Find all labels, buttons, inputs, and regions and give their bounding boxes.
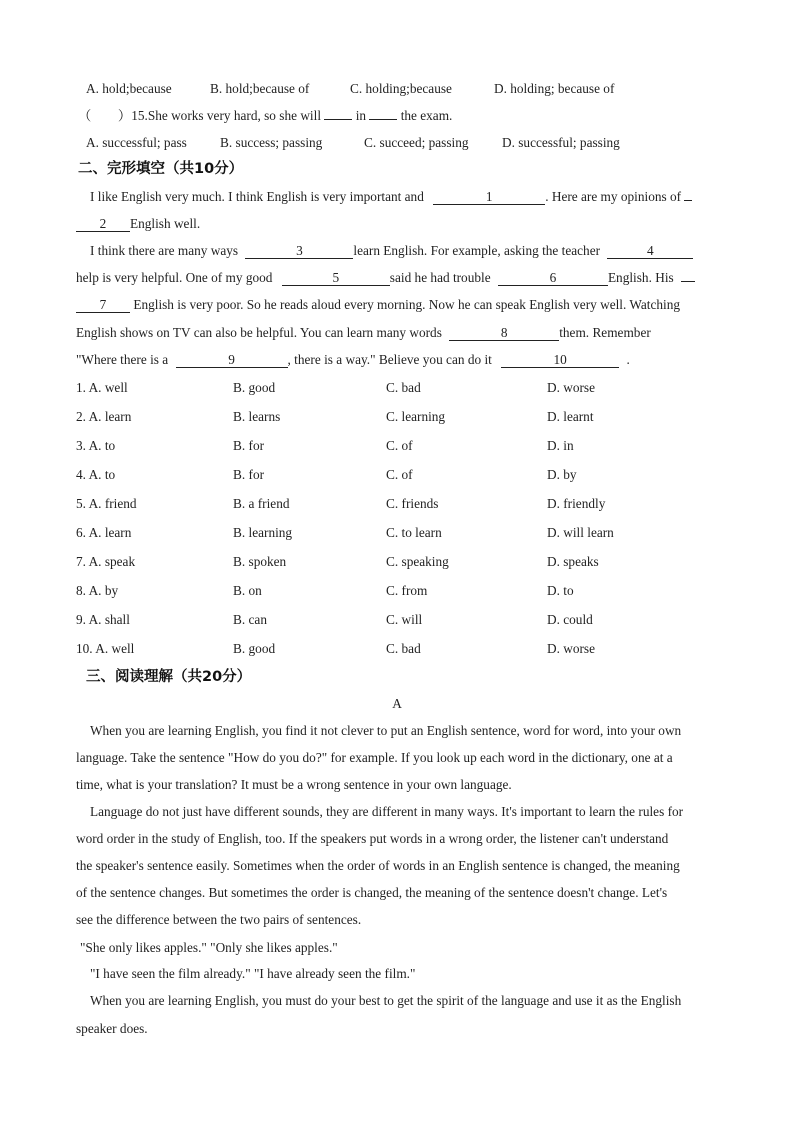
cloze-option: B. a friend bbox=[233, 496, 290, 511]
passage-text: . bbox=[626, 352, 630, 367]
cloze-option: C. bad bbox=[386, 380, 421, 395]
passage-text: help is very helpful. One of my good bbox=[76, 270, 273, 285]
cloze-option: C. learning bbox=[386, 409, 446, 424]
passage-text: I think there are many ways bbox=[90, 243, 239, 258]
q14-option-a: A. hold;because bbox=[86, 81, 172, 96]
cloze-option: D. to bbox=[547, 583, 574, 598]
cloze-option: C. of bbox=[386, 467, 413, 482]
question-number: 15. bbox=[131, 108, 148, 123]
cloze-option: D. worse bbox=[547, 380, 596, 395]
cloze-line bbox=[90, 243, 693, 259]
passage-line: "I have seen the film already." "I have already seen the film." bbox=[90, 966, 416, 981]
answer-blank[interactable] bbox=[324, 119, 352, 120]
cloze-blank[interactable]: 7 bbox=[76, 298, 130, 313]
cloze-option: 4. A. to bbox=[76, 467, 116, 482]
cloze-blank[interactable]: 8 bbox=[449, 326, 559, 341]
passage-line: see the difference between the two pairs of sentences. bbox=[76, 912, 362, 927]
answer-paren: （ ） bbox=[78, 108, 132, 123]
q14-option-c: C. holding;because bbox=[350, 81, 452, 96]
cloze-option: D. could bbox=[547, 612, 593, 627]
cloze-line bbox=[76, 216, 200, 232]
cloze-option: C. to learn bbox=[386, 525, 442, 540]
cloze-option: D. in bbox=[547, 438, 574, 453]
cloze-blank[interactable]: 10 bbox=[501, 353, 619, 368]
cloze-option: D. learnt bbox=[547, 409, 594, 424]
passage-text: "Where there is a bbox=[76, 352, 169, 367]
cloze-option: B. can bbox=[233, 612, 267, 627]
cloze-blank[interactable] bbox=[681, 281, 695, 282]
passage-line: When you are learning English, you must do your best to get the spirit of the language and use it as the English bbox=[90, 993, 682, 1008]
passage-line: of the sentence changes. But sometimes the order is changed, the meaning of the sentence doesn't change. Let's bbox=[76, 885, 668, 900]
cloze-option: D. will learn bbox=[547, 525, 614, 540]
passage-text: English is very poor. So he reads aloud every morning. Now he can speak English very well. Watching bbox=[133, 297, 681, 312]
cloze-option: D. speaks bbox=[547, 554, 599, 569]
passage-text: them. Remember bbox=[559, 325, 651, 340]
cloze-option: B. on bbox=[233, 583, 262, 598]
q15-option-a: A. successful; pass bbox=[86, 135, 187, 150]
cloze-blank[interactable]: 1 bbox=[433, 190, 545, 205]
cloze-option: C. speaking bbox=[386, 554, 449, 569]
cloze-option: B. learns bbox=[233, 409, 281, 424]
cloze-option: 1. A. well bbox=[76, 380, 128, 395]
passage-text: . Here are my opinions of bbox=[545, 189, 682, 204]
cloze-option: C. will bbox=[386, 612, 423, 627]
section-heading-cloze: 二、完形填空（共10分） bbox=[78, 161, 244, 177]
cloze-option: D. worse bbox=[547, 641, 596, 656]
passage-label: A bbox=[392, 696, 402, 711]
cloze-option: C. from bbox=[386, 583, 428, 598]
cloze-option: B. for bbox=[233, 438, 265, 453]
passage-line: Language do not just have different sounds, they are different in many ways. It's important to learn the rules for bbox=[90, 804, 684, 819]
cloze-option: 3. A. to bbox=[76, 438, 116, 453]
q14-option-d: D. holding; because of bbox=[494, 81, 615, 96]
q15-option-c: C. succeed; passing bbox=[364, 135, 469, 150]
cloze-option: 7. A. speak bbox=[76, 554, 136, 569]
question-15 bbox=[78, 108, 452, 124]
cloze-blank[interactable]: 5 bbox=[282, 271, 390, 286]
passage-text: I like English very much. I think English is very important and bbox=[90, 189, 424, 204]
cloze-option: D. by bbox=[547, 467, 577, 482]
cloze-option: B. learning bbox=[233, 525, 293, 540]
cloze-option: 10. A. well bbox=[76, 641, 135, 656]
cloze-option: C. bad bbox=[386, 641, 421, 656]
cloze-option: B. good bbox=[233, 380, 276, 395]
question-text: the exam. bbox=[400, 108, 453, 123]
cloze-line bbox=[76, 297, 680, 313]
passage-line: speaker does. bbox=[76, 1021, 148, 1036]
cloze-blank[interactable]: 2 bbox=[76, 217, 130, 232]
cloze-option: 6. A. learn bbox=[76, 525, 132, 540]
cloze-blank[interactable]: 3 bbox=[245, 244, 353, 259]
question-text: She works very hard, so she will bbox=[147, 108, 322, 123]
cloze-option: B. for bbox=[233, 467, 265, 482]
cloze-blank[interactable]: 6 bbox=[498, 271, 608, 286]
cloze-blank[interactable] bbox=[684, 200, 692, 201]
passage-line: word order in the study of English, too. If the speakers put words in a wrong order, the listener can't understand bbox=[76, 831, 669, 846]
cloze-option: 8. A. by bbox=[76, 583, 119, 598]
passage-line: When you are learning English, you find it not clever to put an English sentence, word for word, into your own bbox=[90, 723, 682, 738]
q15-option-d: D. successful; passing bbox=[502, 135, 620, 150]
q15-option-b: B. success; passing bbox=[220, 135, 323, 150]
passage-text: English shows on TV can also be helpful. You can learn many words bbox=[76, 325, 442, 340]
passage-line: the speaker's sentence easily. Sometimes when the order of words in an English sentence is changed, the meaning bbox=[76, 858, 680, 873]
passage-text: English. His bbox=[607, 270, 674, 285]
passage-line: time, what is your translation? It must be a wrong sentence in your own language. bbox=[76, 777, 512, 792]
cloze-blank[interactable]: 9 bbox=[176, 353, 288, 368]
answer-blank[interactable] bbox=[369, 119, 397, 120]
cloze-line bbox=[90, 189, 692, 205]
cloze-option: B. spoken bbox=[233, 554, 287, 569]
cloze-option: C. friends bbox=[386, 496, 439, 511]
cloze-blank[interactable]: 4 bbox=[607, 244, 693, 259]
cloze-option: 9. A. shall bbox=[76, 612, 130, 627]
cloze-option: C. of bbox=[386, 438, 413, 453]
passage-line: language. Take the sentence "How do you do?" for example. If you look up each word in the dictionary, one at a bbox=[76, 750, 673, 765]
cloze-line bbox=[76, 270, 695, 286]
cloze-option: 5. A. friend bbox=[76, 496, 137, 511]
cloze-option: D. friendly bbox=[547, 496, 606, 511]
passage-text: said he had trouble bbox=[389, 270, 491, 285]
cloze-line bbox=[76, 352, 630, 368]
cloze-option: B. good bbox=[233, 641, 276, 656]
passage-text: learn English. For example, asking the teacher bbox=[353, 243, 601, 258]
question-text: in bbox=[355, 108, 367, 123]
section-heading-reading: 三、阅读理解（共20分） bbox=[86, 669, 252, 685]
passage-text: , there is a way." Believe you can do it bbox=[287, 352, 492, 367]
cloze-option: 2. A. learn bbox=[76, 409, 132, 424]
cloze-line bbox=[76, 325, 651, 341]
q14-option-b: B. hold;because of bbox=[210, 81, 310, 96]
passage-line: "She only likes apples." "Only she likes apples." bbox=[80, 940, 338, 955]
passage-text: English well. bbox=[130, 216, 201, 231]
